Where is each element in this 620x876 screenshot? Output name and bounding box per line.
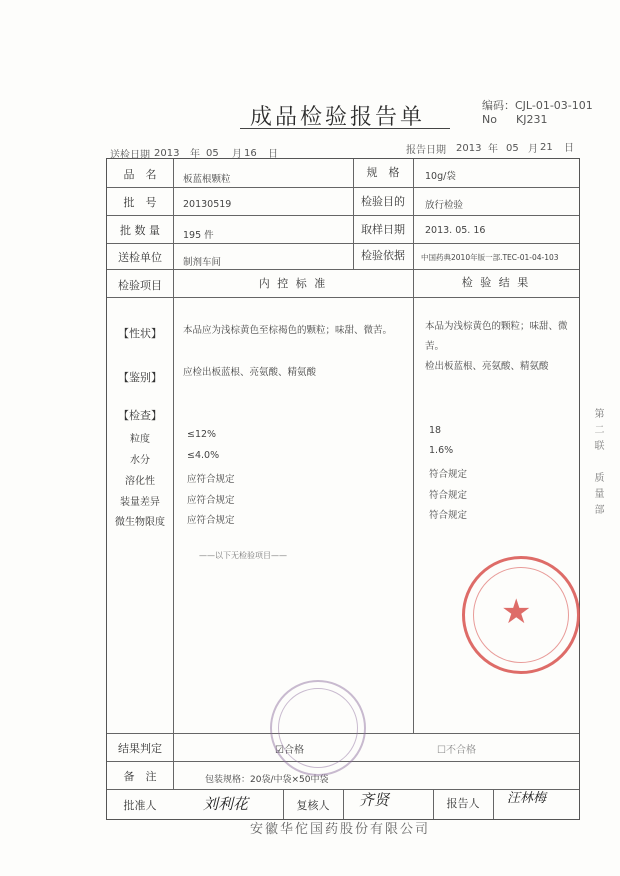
page-title: 成品检验报告单 <box>250 105 426 130</box>
reviewer-label: 复核人 <box>296 799 330 812</box>
col-standard-header: 内 控 标 准 <box>258 277 328 290</box>
doc-no-value: KJ231 <box>516 113 548 126</box>
blank-note: ——以下无检验项目—— <box>199 551 287 560</box>
fail-option-label: 不合格 <box>445 745 476 756</box>
qty-label: 批 数 量 <box>120 224 160 237</box>
judge-label: 结果判定 <box>118 742 162 755</box>
report-day-char: 日 <box>564 143 574 154</box>
check-standard: 应符合规定 <box>187 515 235 526</box>
pass-option-label: 合格 <box>283 745 304 756</box>
check-result: 18 <box>429 425 442 436</box>
qc-seal-stamp <box>270 680 366 776</box>
purpose-value: 放行检验 <box>425 200 464 211</box>
check-standard: ≤4.0% <box>187 450 220 461</box>
company-name: 安徽华佗国药股份有限公司 <box>250 822 431 837</box>
doc-no-label: No <box>482 113 497 126</box>
check-item-label: 装量差异 <box>120 497 160 508</box>
unit-value: 制剂车间 <box>183 257 222 268</box>
reporter-signature: 汪林梅 <box>507 791 547 806</box>
star-icon: ★ <box>501 592 532 632</box>
report-month-char: 月 <box>528 144 538 155</box>
send-year: 2013 <box>154 148 180 159</box>
send-date-label: 送检日期 <box>110 150 150 161</box>
company-seal-stamp <box>462 556 580 674</box>
product-label: 品 名 <box>123 168 157 181</box>
reporter-label: 报告人 <box>446 797 480 810</box>
check-item-label: 粒度 <box>130 434 150 445</box>
check-label: 【检查】 <box>118 409 162 422</box>
purpose-label: 检验目的 <box>361 195 405 208</box>
remark-label: 备 注 <box>123 770 157 783</box>
fail-option[interactable] <box>437 741 476 756</box>
batch-label: 批 号 <box>123 196 157 209</box>
copy-note: 第二联 质量部 <box>592 408 603 520</box>
approver-signature: 刘利花 <box>203 795 249 813</box>
sample-date-label: 取样日期 <box>361 223 405 236</box>
traits-label: 【性状】 <box>118 327 162 340</box>
report-year-char: 年 <box>488 144 498 155</box>
checkbox-empty-icon: ☐ <box>437 745 446 756</box>
check-result: 符合规定 <box>429 469 468 480</box>
checkbox-checked-icon: ☑ <box>275 745 284 756</box>
report-year: 2013 <box>456 143 482 154</box>
approver-label: 批准人 <box>123 799 157 812</box>
check-standard: 应符合规定 <box>187 495 235 506</box>
product-value: 板蓝根颗粒 <box>183 174 231 185</box>
check-item-label: 微生物限度 <box>115 517 165 528</box>
basis-label: 检验依据 <box>361 249 405 262</box>
check-result: 1.6% <box>429 445 454 456</box>
unit-label: 送检单位 <box>118 251 162 264</box>
traits-result: 本品为浅棕黄色的颗粒；味甜、微苦。 <box>425 321 568 352</box>
check-standard: 应符合规定 <box>187 474 235 485</box>
batch-value: 20130519 <box>183 199 232 210</box>
report-month: 05 <box>506 143 519 154</box>
report-day: 21 <box>540 142 553 153</box>
send-month: 05 <box>206 148 219 159</box>
check-result: 符合规定 <box>429 490 468 501</box>
remark-value: 包装规格：20袋/中袋×50中袋 <box>205 775 329 785</box>
send-day-char: 日 <box>268 149 278 160</box>
col-item-header: 检验项目 <box>118 279 162 292</box>
ident-label: 【鉴别】 <box>118 371 162 384</box>
basis-value: 中国药典2010年版一部.TEC-01-04-103 <box>421 253 559 262</box>
ident-standard: 应检出板蓝根、亮氨酸、精氨酸 <box>183 367 317 378</box>
spec-label: 规 格 <box>366 166 400 179</box>
sample-date-value: 2013. 05. 16 <box>425 225 486 236</box>
send-day: 16 <box>244 148 257 159</box>
col-result-header: 检 验 结 果 <box>461 276 531 289</box>
reviewer-signature: 齐贤 <box>359 791 390 809</box>
check-result: 符合规定 <box>429 510 468 521</box>
check-item-label: 水分 <box>130 455 150 466</box>
qty-value: 195 件 <box>183 230 214 241</box>
ident-result: 检出板蓝根、亮氨酸、精氨酸 <box>425 361 549 372</box>
doc-code: 编码：CJL-01-03-101 <box>482 99 593 112</box>
send-month-char: 月 <box>232 149 242 160</box>
spec-value: 10g/袋 <box>425 171 456 182</box>
traits-standard: 本品应为浅棕黄色至棕褐色的颗粒；味甜、微苦。 <box>183 325 393 336</box>
check-standard: ≤12% <box>187 429 217 440</box>
send-year-char: 年 <box>190 149 200 160</box>
report-date-label: 报告日期 <box>406 145 446 156</box>
title-underline <box>240 128 450 129</box>
check-item-label: 溶化性 <box>125 476 155 487</box>
